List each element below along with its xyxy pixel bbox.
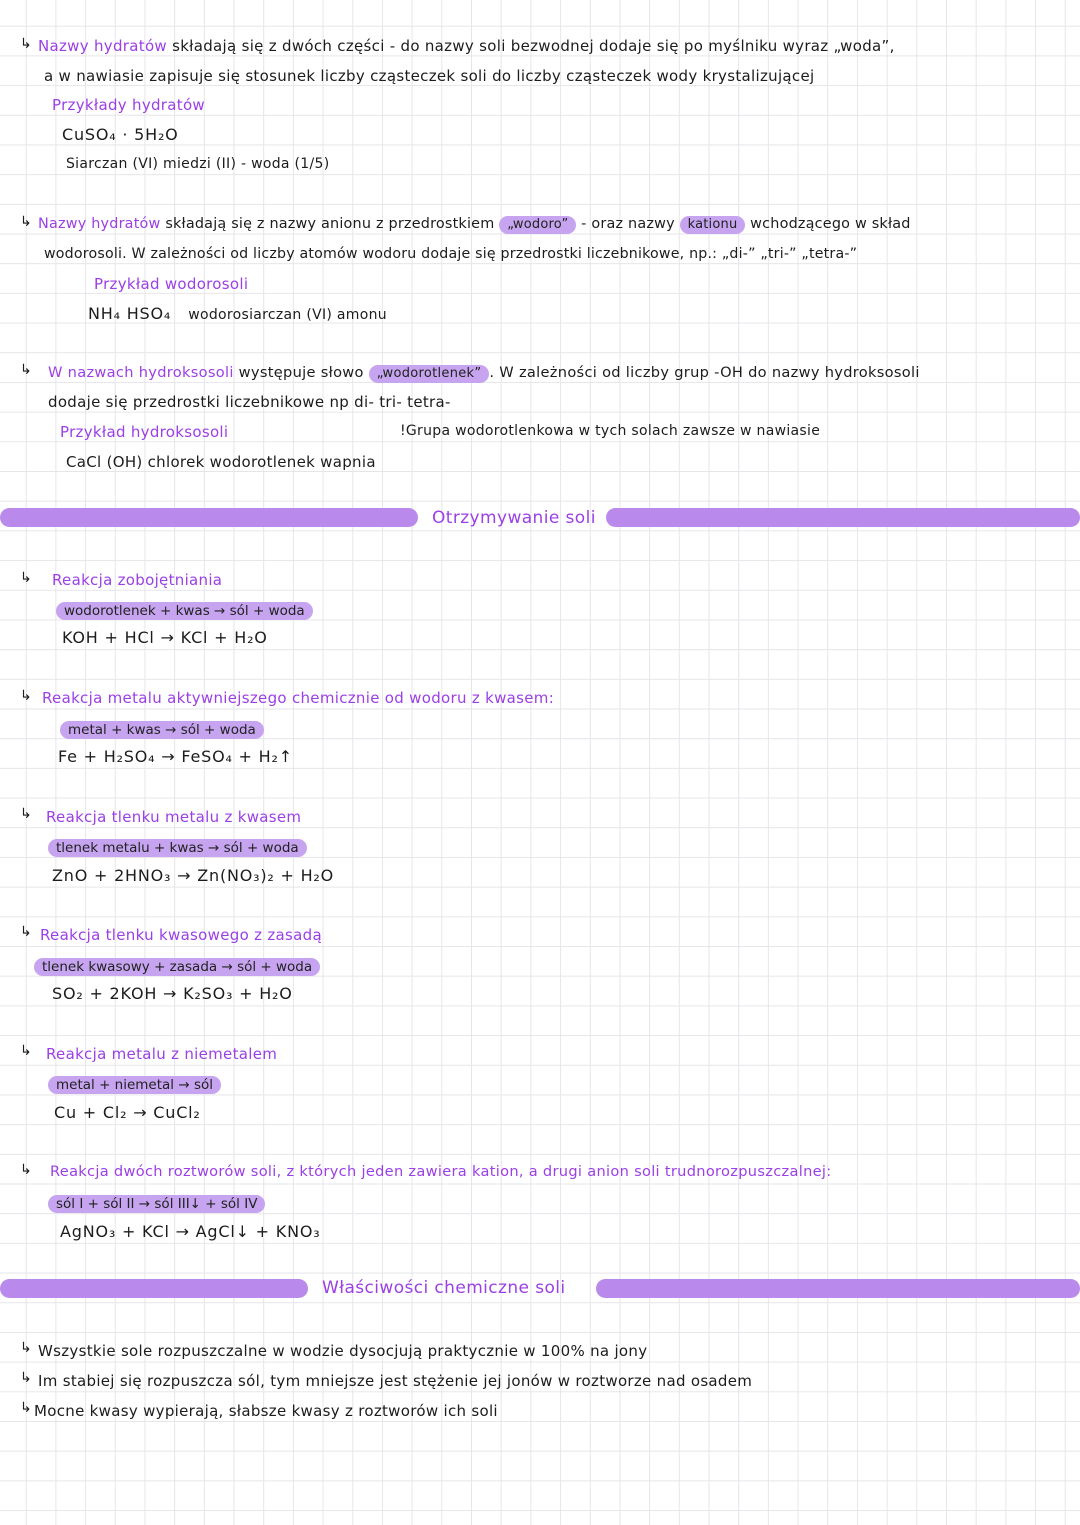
hydrogen-salts-text-b: - oraz nazwy [581, 216, 675, 232]
property-item: Im stabiej się rozpuszcza sól, tym mniejsze jest stężenie jej jonów w roztworze nad osadem [38, 1372, 753, 1390]
hydroxysalts-line1 [48, 364, 920, 383]
reaction-equation: Fe + H₂SO₄ → FeSO₄ + H₂↑ [58, 747, 293, 766]
hydrates-line1 [38, 37, 895, 55]
property-item: Wszystkie sole rozpuszczalne w wodzie dysocjują praktycznie w 100% na jony [38, 1342, 648, 1360]
hooked-arrow-icon: ↳ [20, 570, 32, 586]
hooked-arrow-icon: ↳ [20, 1400, 32, 1416]
hooked-arrow-icon: ↳ [20, 36, 32, 52]
reaction-equation: KOH + HCl → KCl + H₂O [62, 628, 268, 647]
reaction-scheme-box [48, 837, 307, 857]
reaction-title: Reakcja dwóch roztworów soli, z których jeden zawiera kation, a drugi anion soli trudnorozpuszczalnej: [50, 1163, 832, 1180]
hydrates-example-label: Przykłady hydratów [52, 96, 205, 114]
highlight-wodoro: „wodoro” [499, 216, 576, 234]
hooked-arrow-icon: ↳ [20, 688, 32, 704]
reaction-scheme: metal + kwas → sól + woda [60, 721, 264, 739]
reaction-scheme: sól I + sól II → sól III↓ + sól IV [48, 1195, 265, 1213]
reaction-scheme-box [56, 600, 313, 620]
hydroxysalts-text-a: występuje słowo [238, 364, 364, 381]
hydrogen-salts-formula: NH₄ HSO₄ [88, 304, 172, 323]
hydrogen-salts-text-c: wchodzącego w skład [750, 216, 911, 232]
hydroxysalts-example: CaCl (OH) chlorek wodorotlenek wapnia [66, 453, 376, 471]
reaction-equation: SO₂ + 2KOH → K₂SO₃ + H₂O [52, 984, 293, 1003]
section-band-left [0, 1279, 308, 1298]
hydroxysalts-example-label: Przykład hydroksosoli [60, 423, 229, 441]
hydroxysalts-line2: dodaje się przedrostki liczebnikowe np di- tri- tetra- [48, 393, 451, 411]
hooked-arrow-icon: ↳ [20, 924, 32, 940]
property-item: Mocne kwasy wypierają, słabsze kwasy z roztworów ich soli [34, 1402, 498, 1420]
reaction-scheme: tlenek kwasowy + zasada → sól + woda [34, 958, 320, 976]
hydrogen-salts-example [88, 304, 387, 323]
reaction-scheme-box [60, 719, 264, 739]
hydrogen-salts-line1 [38, 216, 911, 234]
reaction-scheme: wodorotlenek + kwas → sól + woda [56, 602, 313, 620]
section-band-right [596, 1279, 1080, 1298]
hydrogen-salts-line2: wodorosoli. W zależności od liczby atomów wodoru dodaje się przedrostki liczebnikowe, np.: „di-” „tri-” „tetra-” [44, 246, 858, 262]
hydrogen-salts-example-label: Przykład wodorosoli [94, 275, 249, 293]
reaction-title: Reakcja metalu aktywniejszego chemicznie od wodoru z kwasem: [42, 689, 555, 707]
highlight-wodorotlenek: „wodorotlenek” [369, 365, 490, 383]
section-title-properties: Właściwości chemiczne soli [322, 1278, 566, 1298]
section-band-left [0, 508, 418, 527]
reaction-title: Reakcja tlenku kwasowego z zasadą [40, 926, 322, 944]
hydroxysalts-text-b: . W zależności od liczby grup -OH do nazwy hydroksosoli [489, 364, 920, 381]
hooked-arrow-icon: ↳ [20, 1340, 32, 1356]
hydrogen-salts-text-a: składają się z nazwy anionu z przedrostkiem [165, 216, 495, 232]
hooked-arrow-icon: ↳ [20, 1162, 32, 1178]
hooked-arrow-icon: ↳ [20, 214, 32, 230]
hydrogen-salts-title: Nazwy hydratów [38, 216, 161, 232]
hydrates-name: Siarczan (VI) miedzi (II) - woda (1/5) [66, 156, 330, 172]
hydrates-formula: CuSO₄ · 5H₂O [62, 125, 179, 144]
reaction-scheme: tlenek metalu + kwas → sól + woda [48, 839, 307, 857]
hydroxysalts-title: W nazwach hydroksosoli [48, 364, 234, 381]
reaction-scheme-box [34, 956, 320, 976]
reaction-equation: AgNO₃ + KCl → AgCl↓ + KNO₃ [60, 1222, 321, 1241]
hooked-arrow-icon: ↳ [20, 806, 32, 822]
reaction-scheme-box [48, 1074, 221, 1094]
reaction-scheme: metal + niemetal → sól [48, 1076, 221, 1094]
hooked-arrow-icon: ↳ [20, 1370, 32, 1386]
reaction-title: Reakcja metalu z niemetalem [46, 1045, 278, 1063]
hooked-arrow-icon: ↳ [20, 362, 32, 378]
hydroxysalts-note: !Grupa wodorotlenkowa w tych solach zawsze w nawiasie [400, 423, 821, 439]
reaction-equation: ZnO + 2HNO₃ → Zn(NO₃)₂ + H₂O [52, 866, 335, 885]
hooked-arrow-icon: ↳ [20, 1043, 32, 1059]
section-title-obtaining: Otrzymywanie soli [432, 508, 596, 528]
hydrates-title: Nazwy hydratów [38, 37, 167, 55]
section-band-right [606, 508, 1080, 527]
reaction-scheme-box [48, 1193, 265, 1213]
hydrogen-salts-name: wodorosiarczan (VI) amonu [188, 307, 387, 323]
reaction-title: Reakcja tlenku metalu z kwasem [46, 808, 302, 826]
hydrates-text: składają się z dwóch części - do nazwy soli bezwodnej dodaje się po myślniku wyraz „woda”, [172, 37, 895, 55]
reaction-equation: Cu + Cl₂ → CuCl₂ [54, 1103, 201, 1122]
highlight-kationu: kationu [680, 216, 746, 234]
hydrates-line2: a w nawiasie zapisuje się stosunek liczby cząsteczek soli do liczby cząsteczek wody krystalizującej [44, 67, 815, 85]
reaction-title: Reakcja zobojętniania [52, 571, 223, 589]
